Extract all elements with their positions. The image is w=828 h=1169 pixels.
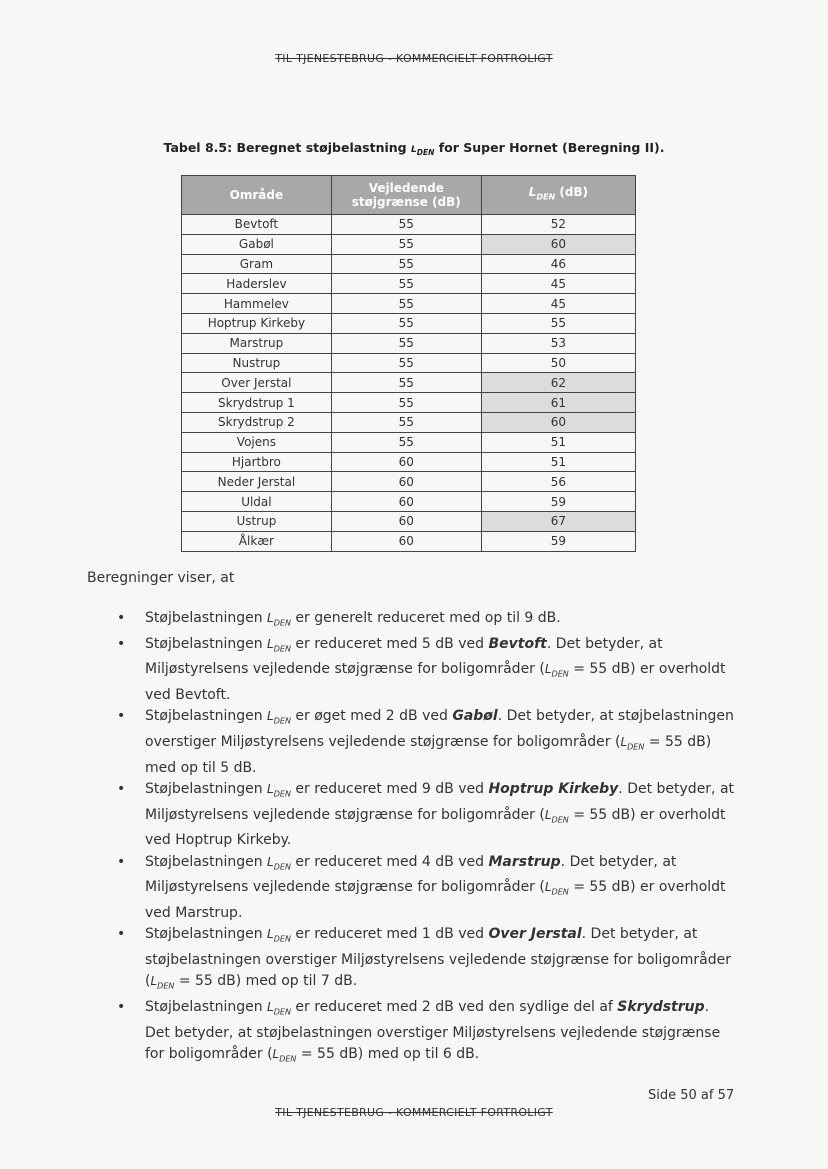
table-row: [182, 412, 636, 432]
cell-area: Vojens: [182, 432, 332, 452]
lden-letter: L: [267, 709, 274, 724]
list-item: [95, 608, 735, 634]
bullet-text: er reduceret med 2 dB ved den sydlige del af: [290, 999, 618, 1016]
bullet-dot: •: [117, 635, 126, 652]
confidentiality-header: TIL TJENESTEBRUG - KOMMERCIELT FORTROLIGT: [275, 52, 553, 65]
bullet-text: . Det betyder, at støjbelastningen overstiger Miljøstyrelsens vejledende støjgrænse for boligområder (: [145, 999, 721, 1063]
cell-limit: 55: [331, 254, 481, 274]
lden-subscript: DEN: [279, 1054, 297, 1064]
lden-letter: L: [544, 807, 552, 822]
cell-area: Hjartbro: [182, 452, 332, 472]
table-row: [182, 393, 636, 413]
bullet-text: = 55 dB) med op til 7 dB.: [174, 973, 358, 990]
cell-area: Nustrup: [182, 353, 332, 373]
lden-symbol: [267, 782, 291, 799]
bullet-text: er reduceret med 4 dB ved: [290, 853, 489, 870]
bullet-text: = 55 dB) er overholdt ved Bevtoft.: [145, 661, 726, 704]
bullet-dot: •: [117, 610, 126, 626]
cell-limit: 55: [331, 353, 481, 373]
cell-lden: 53: [481, 333, 635, 353]
bullet-text: . Det betyder, at Miljøstyrelsens vejledende støjgrænse for boligområder (: [145, 853, 677, 896]
table-row: [182, 511, 636, 531]
cell-lden: 55: [481, 313, 635, 333]
bullet-dot: •: [117, 926, 126, 943]
lden-subscript: DEN: [157, 981, 175, 991]
header-area: Område: [182, 176, 332, 215]
lden-letter: L: [620, 735, 628, 750]
header-lden-symbol: L: [528, 185, 537, 200]
header-lden: [481, 176, 635, 215]
lden-subscript: DEN: [551, 887, 569, 897]
lden-subscript: DEN: [273, 716, 291, 726]
table-row: [182, 432, 636, 452]
caption-prefix: Tabel 8.5: Beregnet støjbelastning: [163, 140, 411, 155]
caption-symbol: L: [410, 145, 417, 155]
lden-symbol: [267, 1000, 291, 1017]
place-name: Skrydstrup: [617, 999, 705, 1016]
bullet-text: Støjbelastningen: [145, 781, 268, 798]
table-row: [182, 452, 636, 472]
list-item: [95, 706, 735, 779]
cell-area: Skrydstrup 1: [182, 393, 332, 413]
bullet-text: er reduceret med 1 dB ved: [290, 926, 489, 943]
cell-lden: 51: [481, 452, 635, 472]
cell-limit: 55: [331, 373, 481, 393]
table-row: [182, 472, 636, 492]
bullet-dot: •: [117, 708, 126, 725]
cell-lden: 56: [481, 472, 635, 492]
cell-area: Gabøl: [182, 234, 332, 254]
lden-letter: L: [150, 974, 158, 989]
lden-subscript: DEN: [551, 815, 569, 825]
lden-subscript: DEN: [627, 742, 645, 752]
cell-limit: 60: [331, 511, 481, 531]
lden-symbol: [150, 974, 175, 991]
cell-area: Neder Jerstal: [182, 472, 332, 492]
cell-area: Ålkær: [182, 531, 332, 551]
cell-lden: 60: [481, 234, 635, 254]
lden-letter: L: [267, 927, 274, 942]
list-item: [95, 852, 735, 925]
table-header-row: [182, 176, 636, 215]
table-row: [182, 254, 636, 274]
cell-lden: 52: [481, 215, 635, 235]
table-row: [182, 333, 636, 353]
cell-limit: 60: [331, 492, 481, 512]
cell-limit: 55: [331, 274, 481, 294]
list-item: [95, 779, 735, 852]
cell-limit: 55: [331, 234, 481, 254]
bullet-dot: •: [117, 999, 126, 1016]
cell-lden: 67: [481, 511, 635, 531]
lden-subscript: DEN: [273, 618, 291, 628]
cell-area: Haderslev: [182, 274, 332, 294]
bullet-text: . Det betyder, at Miljøstyrelsens vejledende støjgrænse for boligområder (: [145, 635, 663, 678]
bullet-text: = 55 dB) med op til 5 dB.: [145, 734, 712, 776]
cell-area: Hoptrup Kirkeby: [182, 313, 332, 333]
lden-letter: L: [544, 662, 552, 677]
cell-lden: 50: [481, 353, 635, 373]
table-row: [182, 373, 636, 393]
place-name: Gabøl: [452, 708, 498, 725]
cell-limit: 55: [331, 333, 481, 353]
cell-lden: 59: [481, 492, 635, 512]
cell-limit: 55: [331, 215, 481, 235]
noise-table: [181, 175, 636, 552]
cell-limit: 60: [331, 452, 481, 472]
bullet-text: Støjbelastningen: [145, 853, 268, 870]
cell-limit: 55: [331, 412, 481, 432]
cell-area: Bevtoft: [182, 215, 332, 235]
cell-lden: 60: [481, 412, 635, 432]
cell-limit: 55: [331, 393, 481, 413]
lden-symbol: [267, 636, 291, 654]
bullet-text: = 55 dB) er overholdt ved Hoptrup Kirkeby.: [145, 806, 726, 849]
bullet-text: = 55 dB) er overholdt ved Marstrup.: [145, 879, 726, 922]
cell-area: Gram: [182, 254, 332, 274]
bullet-dot: •: [117, 853, 126, 870]
cell-area: Ustrup: [182, 511, 332, 531]
caption-suffix: for Super Hornet (Beregning II).: [434, 140, 665, 155]
lead-text: Beregninger viser, at: [87, 570, 235, 586]
bullet-text: Støjbelastningen: [145, 635, 268, 652]
lden-symbol: [620, 735, 645, 752]
cell-lden: 59: [481, 531, 635, 551]
table-row: [182, 274, 636, 294]
list-item: [95, 634, 735, 707]
bullet-text: . Det betyder, at støjbelastningen overstiger Miljøstyrelsens vejledende støjgrænse for boligområder (: [145, 926, 731, 990]
cell-lden: 61: [481, 393, 635, 413]
cell-lden: 45: [481, 294, 635, 314]
bullet-text: Støjbelastningen: [145, 926, 268, 943]
lden-subscript: DEN: [273, 1007, 291, 1017]
bullet-text: = 55 dB) med op til 6 dB.: [296, 1046, 480, 1063]
list-item: [95, 924, 735, 997]
lden-symbol: [544, 662, 569, 679]
bullet-text: Støjbelastningen: [145, 610, 268, 626]
table-row: [182, 492, 636, 512]
cell-limit: 60: [331, 472, 481, 492]
table-row: [182, 313, 636, 333]
confidentiality-footer: TIL TJENESTEBRUG - KOMMERCIELT FORTROLIGT: [275, 1106, 553, 1119]
lden-subscript: DEN: [273, 862, 291, 872]
cell-lden: 51: [481, 432, 635, 452]
bullet-text: . Det betyder, at støjbelastningen overstiger Miljøstyrelsens vejledende støjgrænse for boligområder (: [145, 708, 734, 751]
cell-lden: 62: [481, 373, 635, 393]
lden-letter: L: [267, 611, 274, 625]
place-name: Hoptrup Kirkeby: [488, 781, 619, 798]
lden-letter: L: [544, 880, 552, 895]
cell-area: Marstrup: [182, 333, 332, 353]
findings-list: [95, 608, 735, 1070]
table-row: [182, 353, 636, 373]
lden-letter: L: [267, 1000, 274, 1015]
cell-area: Uldal: [182, 492, 332, 512]
lden-letter: L: [272, 1047, 280, 1062]
bullet-text: er reduceret med 5 dB ved: [290, 635, 489, 652]
lden-letter: L: [267, 636, 274, 651]
lden-subscript: DEN: [273, 789, 291, 799]
header-limit: Vejledende støjgrænse (dB): [331, 176, 481, 215]
table-row: [182, 294, 636, 314]
lden-letter: L: [267, 854, 274, 869]
lden-symbol: [544, 807, 569, 825]
cell-area: Skrydstrup 2: [182, 412, 332, 432]
table-caption: [0, 140, 828, 157]
lden-letter: L: [267, 782, 274, 797]
lden-symbol: [544, 880, 569, 897]
caption-symbol-sub: DEN: [416, 147, 435, 157]
bullet-text: . Det betyder, at Miljøstyrelsens vejledende støjgrænse for boligområder (: [145, 781, 735, 823]
place-name: Marstrup: [488, 853, 561, 870]
cell-limit: 55: [331, 432, 481, 452]
header-lden-unit: (dB): [555, 185, 589, 200]
place-name: Over Jerstal: [488, 926, 582, 943]
table-row: [182, 215, 636, 235]
bullet-text: er reduceret med 9 dB ved: [290, 781, 489, 798]
lden-subscript: DEN: [273, 934, 291, 944]
table-row: [182, 234, 636, 254]
lden-symbol: [267, 611, 291, 628]
bullet-text: Støjbelastningen: [145, 999, 268, 1016]
cell-limit: 55: [331, 313, 481, 333]
lden-symbol: [272, 1047, 297, 1064]
cell-lden: 46: [481, 254, 635, 274]
bullet-text: Støjbelastningen: [145, 708, 268, 725]
table-row: [182, 531, 636, 551]
page-number: Side 50 af 57: [648, 1088, 735, 1103]
cell-limit: 55: [331, 294, 481, 314]
cell-limit: 60: [331, 531, 481, 551]
bullet-text: er øget med 2 dB ved: [290, 708, 453, 725]
lden-symbol: [267, 709, 291, 726]
list-item: [95, 997, 735, 1070]
lden-symbol: [267, 854, 291, 872]
bullet-text: er generelt reduceret med op til 9 dB.: [290, 610, 561, 626]
lden-subscript: DEN: [551, 669, 569, 679]
cell-area: Hammelev: [182, 294, 332, 314]
place-name: Bevtoft: [488, 635, 547, 652]
lden-symbol: [267, 927, 291, 944]
lden-subscript: DEN: [273, 644, 291, 654]
bullet-dot: •: [117, 781, 126, 798]
cell-area: Over Jerstal: [182, 373, 332, 393]
header-lden-sub: DEN: [536, 192, 556, 202]
cell-lden: 45: [481, 274, 635, 294]
